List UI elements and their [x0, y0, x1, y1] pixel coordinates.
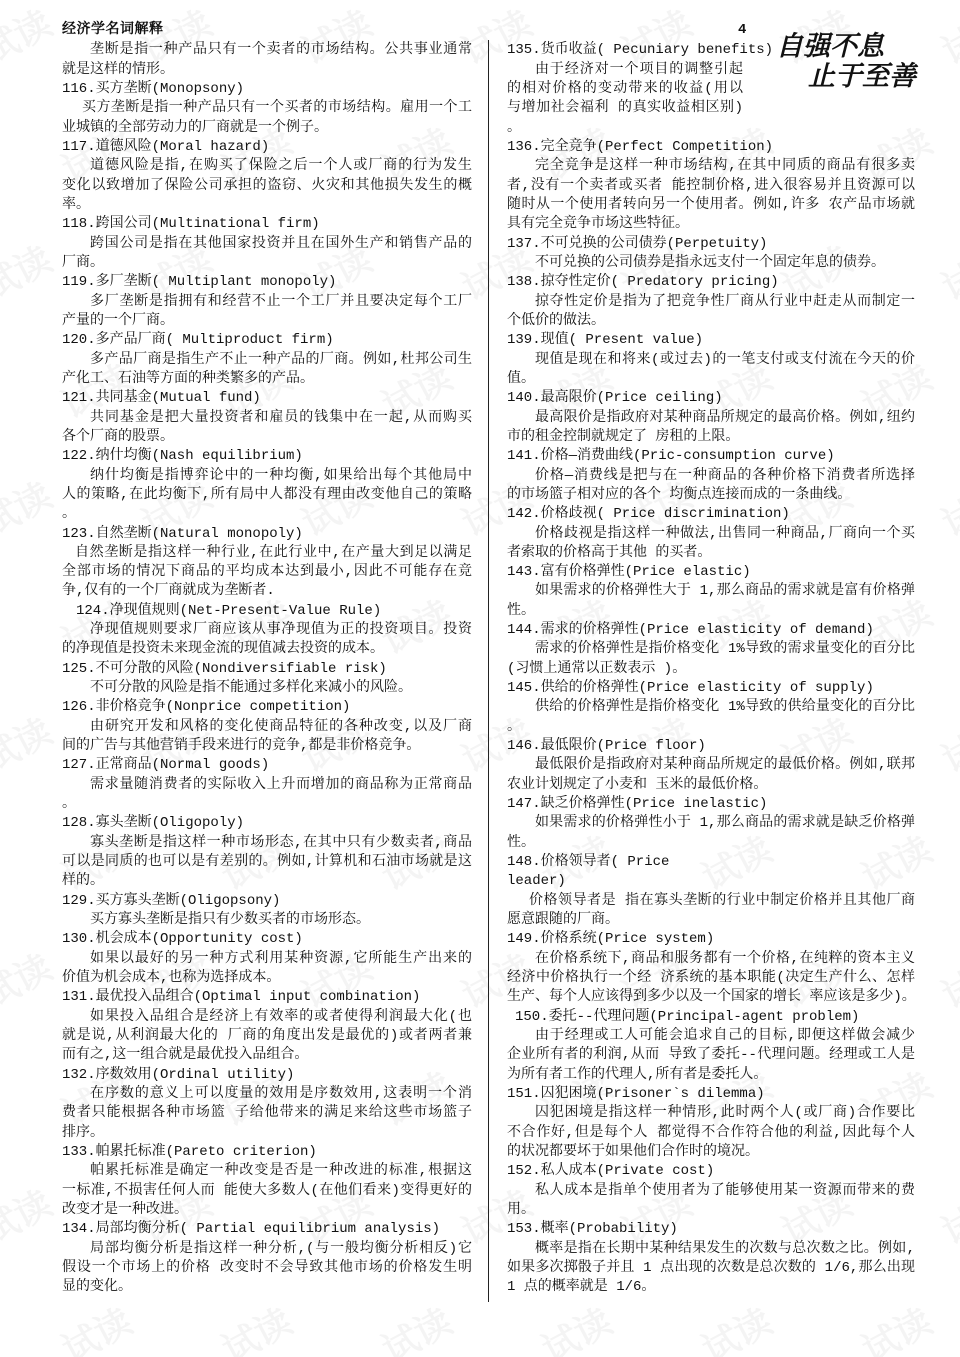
- glossary-entry: [507, 41, 915, 138]
- entry-heading: 143.富有价格弹性(Price elastic): [507, 564, 751, 581]
- watermark: [0, 704, 60, 783]
- entry-heading: 128.寡头垄断(Oligopoly): [62, 815, 245, 832]
- glossary-entry: [62, 930, 472, 988]
- glossary-entry: [507, 138, 915, 235]
- entry-heading: 130.机会成本(Opportunity cost): [62, 931, 303, 948]
- entry-body-line: 愿意跟随的厂商。: [507, 912, 619, 929]
- entry-heading: 149.价格系统(Price system): [507, 931, 715, 948]
- entry-heading: 122.纳什均衡(Nash equilibrium): [62, 448, 303, 465]
- entry-heading: 132.序数效用(Ordinal utility): [62, 1066, 295, 1083]
- watermark: [0, 468, 60, 547]
- entry-body-line: 人的策略,在此均衡下,所有局中人都没有理由改变他自己的策略: [62, 486, 472, 503]
- entry-heading: 121.共同基金(Mutual fund): [62, 390, 261, 407]
- entry-body-line: 产量的一个厂商。: [62, 312, 174, 329]
- entry-body-line: 囚犯困境是指这样一种情形,此时两个人(或厂商)合作要比: [535, 1105, 915, 1122]
- entry-body-line: 。: [62, 506, 76, 523]
- glossary-entry: [507, 563, 915, 621]
- watermark: [932, 704, 960, 783]
- entry-heading: 145.供给的价格弹性(Price elasticity of supply): [507, 680, 874, 697]
- entry-heading: 137.不可兑换的公司债券(Perpetuity): [507, 235, 768, 252]
- watermark: [852, 1294, 940, 1357]
- entry-heading: 153.概率(Probability): [507, 1221, 678, 1238]
- right-column: [507, 41, 915, 1297]
- entry-body-line: 价格领导者是 指在寡头垄断的行业中制定价格并且其他厂商: [529, 892, 915, 909]
- watermark: [692, 1294, 780, 1357]
- glossary-entry: [62, 698, 472, 756]
- entry-body-line: 而有之,这一组合就是最优投入品组合。: [62, 1047, 309, 1064]
- entry-body-line: 净现值规则要求厂商应该从事净现值为正的投资项目。投资: [90, 622, 472, 639]
- entry-body-line: 最高限价是指政府对某种商品所规定的最高价格。例如,纽约: [535, 409, 915, 426]
- entry-body-line: 价值为机会成本,也称为选择成本。: [62, 970, 281, 987]
- entry-heading: 119.多厂垄断( Multiplant monopoly): [62, 274, 337, 291]
- glossary-entry: [507, 389, 915, 447]
- entry-body-line: 自然垄断是指这样一种行业,在此行业中,在产量大到足以满足: [75, 544, 472, 561]
- entry-body-line: 改变才是一种改进。: [62, 1201, 188, 1218]
- entry-body-line: 最低限价是指政府对某种商品所规定的最低价格。例如,联邦: [535, 757, 915, 774]
- entry-heading: 151.囚犯困境(Prisoner`s dilemma): [507, 1086, 765, 1103]
- entry-body-line: 费者只能根据各种市场篮 子给他带来的满足来给这些市场篮子: [62, 1105, 472, 1122]
- entry-heading: 136.完全竞争(Perfect Competition): [507, 138, 774, 155]
- watermark: [932, 940, 960, 1019]
- entry-body-line: 多产品厂商是指生产不止一种产品的厂商。例如,杜邦公司生: [90, 351, 472, 368]
- entry-heading: 117.道德风险(Moral hazard): [62, 138, 270, 155]
- entry-body-line: 完全竞争是这样一种市场结构,在其中同质的商品有很多卖: [535, 158, 915, 175]
- watermark: [932, 468, 960, 547]
- entry-body-line: 经济中价格执行一个经 济系统的基本职能(决定生产什么、怎样: [507, 970, 915, 987]
- entry-body-line: 需求的价格弹性是指价格变化 1%导致的需求量变化的百分比: [535, 641, 915, 658]
- entry-heading: 135.货币收益( Pecuniary benefits): [507, 42, 774, 59]
- page-number: 4: [738, 22, 747, 38]
- entry-body-line: 如果需求的价格弹性大于 1,那么商品的需求就是富有价格弹: [535, 583, 915, 600]
- entry-body-line: 生产、每个人应该得到多少以及一个国家的增长 率应该是多少)。: [507, 989, 916, 1006]
- entry-body-line: 企业所有者的利润,从而 导致了委托--代理问题。经理或工人是: [507, 1047, 915, 1064]
- entry-body-line: 多厂垄断是指拥有和经营不止一个工厂并且要决定每个工厂: [90, 293, 472, 310]
- glossary-entry: [62, 80, 472, 138]
- left-column: [62, 41, 472, 1297]
- entry-body-line: 性。: [507, 834, 535, 851]
- glossary-entry: [62, 1066, 472, 1143]
- entry-heading: 125.不可分散的风险(Nondiversifiable risk): [62, 660, 387, 677]
- entry-body-line: 厂商。: [62, 254, 104, 271]
- entry-body-line: 性。: [507, 602, 535, 619]
- glossary-entry: [62, 273, 472, 331]
- glossary-entry: [62, 215, 472, 273]
- entry-heading: 126.非价格竞争(Nonprice competition): [62, 699, 351, 716]
- entry-heading: 144.需求的价格弹性(Price elasticity of demand): [507, 622, 874, 639]
- entry-body-line: 跨国公司是指在其他国家投资并且在国外生产和销售产品的: [90, 235, 472, 252]
- entry-body-line: 市的租金控制就规定了 房租的上限。: [507, 428, 740, 445]
- entry-body-line: 私人成本是指单个使用者为了能够使用某一资源而带来的费: [535, 1182, 915, 1199]
- entry-body-line: 率。: [62, 196, 90, 213]
- entry-body-line: 如果多次掷骰子并且 1 点出现的次数是总次数的 1/6,那么出现: [507, 1259, 915, 1276]
- glossary-entry: [62, 138, 472, 215]
- entry-body-line: 全部市场的情况下商品的平均成本达到最小,因此不可能存在竞: [62, 564, 472, 581]
- glossary-entry: [62, 1143, 472, 1220]
- entry-body-line: 值。: [507, 370, 535, 387]
- entry-body-line: 业城镇的全部劳动力的厂商就是一个例子。: [62, 119, 328, 136]
- motto-line-2: 止于至善: [808, 61, 916, 92]
- entry-body-line: 需求量随消费者的实际收入上升而增加的商品称为正常商品: [90, 776, 472, 793]
- entry-heading: 142.价格歧视( Price discrimination): [507, 506, 790, 523]
- entry-body-line: 不合作好,但是每个人 都觉得不合作符合他的利益,因此每个人: [507, 1124, 915, 1141]
- entry-body-line: 道德风险是指,在购买了保险之后一个人或厂商的行为发生: [90, 158, 472, 175]
- entry-body-line: 如果需求的价格弹性小于 1,那么商品的需求就是缺乏价格弹: [535, 815, 915, 832]
- glossary-entry: [62, 331, 472, 389]
- watermark: [52, 1294, 140, 1357]
- glossary-entry: [507, 235, 915, 274]
- watermark: [0, 940, 60, 1019]
- entry-body-line: 就是这样的情形。: [62, 61, 174, 78]
- glossary-entry: [507, 331, 915, 389]
- glossary-entry: [507, 737, 915, 795]
- entry-body-line: 。: [62, 796, 76, 813]
- entry-body-line: 买方垄断是指一种产品只有一个买者的市场结构。雇用一个工: [82, 100, 472, 117]
- glossary-entry: [507, 1162, 915, 1220]
- glossary-entry: [507, 621, 915, 679]
- entry-body-line: 的市场篮子相对应的各个 均衡点连接而成的一条曲线。: [507, 486, 852, 503]
- entry-heading: 141.价格—消费曲线(Pric-consumption curve): [507, 448, 835, 465]
- entry-body-line: 由于经理或工人可能会追求自己的目标,即便这样做会减少: [535, 1028, 915, 1045]
- entry-body-line: 各个厂商的股票。: [62, 428, 174, 445]
- entry-body-line: 由于经济对一个项目的调整引起: [535, 61, 743, 78]
- entry-body-line: 的净现值是投资未来现金流的现值减去投资的成本。: [62, 641, 384, 658]
- entry-heading: leader): [507, 873, 566, 890]
- glossary-entry: [507, 505, 915, 563]
- entry-body-line: 共同基金是把大量投资者和雇员的钱集中在一起,从而购买: [90, 409, 472, 426]
- entry-body-line: 1 点的概率就是 1/6。: [507, 1279, 656, 1296]
- glossary-entry: [507, 1085, 915, 1162]
- entry-body-line: 的相对价格的变动带来的收益(用以: [507, 80, 743, 97]
- entry-body-line: 价格—消费线是把与在一种商品的各种价格下消费者所选择: [535, 467, 915, 484]
- watermark: [0, 232, 60, 311]
- entry-heading: 129.买方寡头垄断(Oligopsony): [62, 892, 281, 909]
- column-divider: [488, 40, 489, 1302]
- entry-body-line: 个低价的做法。: [507, 312, 605, 329]
- entry-body-line: 如果以最好的另一种方式利用某种资源,它所能生产出来的: [90, 950, 472, 967]
- entry-body-line: 价格歧视是指这样一种做法,出售同一种商品,厂商向一个买: [535, 525, 915, 542]
- entry-body-line: 为所有者工作的代理人,所有者是委托人。: [507, 1066, 768, 1083]
- entry-heading: 118.跨国公司(Multinational firm): [62, 216, 320, 233]
- entry-heading: 139.现值( Present value): [507, 332, 704, 349]
- entry-body-line: 间的广告与其他营销手段来进行的竞争,都是非价格竞争。: [62, 738, 421, 755]
- glossary-entry: [507, 853, 915, 930]
- entry-body-line: 在序数的意义上可以度量的效用是序数效用,这表明一个消: [90, 1086, 472, 1103]
- glossary-entry: [62, 892, 472, 931]
- entry-body-line: 垄断是指一种产品只有一个卖者的市场结构。公共事业通常: [90, 42, 472, 59]
- glossary-entry: [507, 273, 915, 331]
- entry-heading: 138.掠夺性定价( Predatory pricing): [507, 274, 779, 291]
- entry-body-line: 的状况都要坏于如果他们合作时的境况。: [507, 1144, 759, 1160]
- glossary-entry: [62, 41, 472, 80]
- entry-body-line: 农业计划规定了小麦和 玉米的最低价格。: [507, 776, 768, 793]
- entry-body-line: 在价格系统下,商品和服务都有一个价格,在纯粹的资本主义: [535, 950, 915, 967]
- glossary-entry: [62, 602, 472, 660]
- watermark: [372, 1294, 460, 1357]
- glossary-entry: [62, 814, 472, 891]
- entry-body-line: 不可分散的风险是指不能通过多样化来减小的风险。: [90, 680, 412, 697]
- watermark: [0, 1176, 60, 1255]
- glossary-entry: [62, 389, 472, 447]
- entry-heading: 152.私人成本(Private cost): [507, 1163, 715, 1180]
- motto-line-1: 自强不息: [776, 31, 884, 62]
- entry-body-line: 由研究开发和风格的变化使商品特征的各种改变,以及厂商: [90, 718, 472, 735]
- glossary-entry: [62, 660, 472, 699]
- entry-heading: 133.帕累托标准(Pareto criterion): [62, 1144, 317, 1160]
- entry-body-line: 局部均衡分析是指这样一种分析,(与一般均衡分析相反)它: [90, 1240, 472, 1257]
- entry-heading: 116.买方垄断(Monopsony): [62, 80, 245, 97]
- entry-body-line: 假设一个市场上的价格 改变时不会导致其他市场的价格发生明: [62, 1259, 472, 1276]
- entry-body-line: 具有完全竞争市场这些特征。: [507, 216, 689, 233]
- glossary-entry: [507, 447, 915, 505]
- entry-body-line: 如果投入品组合是经济上有效率的或者使得利润最大化(也: [90, 1008, 472, 1025]
- watermark: [0, 0, 60, 75]
- entry-body-line: 与增加社会福利 的真实收益相区别): [507, 100, 743, 117]
- entry-heading: 134.局部均衡分析( Partial equilibrium analysis): [62, 1221, 441, 1238]
- entry-heading: 127.正常商品(Normal goods): [62, 757, 270, 774]
- glossary-entry: [507, 679, 915, 737]
- entry-body-line: 一标准,不损害任何人而 能使大多数人(在他们看来)变得更好的: [62, 1182, 472, 1199]
- entry-body-line: 可以是同质的也可以是有差别的。例如,计算机和石油市场就是这: [62, 854, 472, 871]
- glossary-entry: [62, 447, 472, 524]
- entry-body-line: 。: [507, 119, 521, 136]
- entry-body-line: 变化以致增加了保险公司承担的盗窃、火灾和其他损失发生的概: [62, 177, 472, 194]
- entry-body-line: 显的变化。: [62, 1279, 132, 1296]
- entry-body-line: 帕累托标准是确定一种改变是否是一种改进的标准,根据这: [90, 1163, 472, 1180]
- glossary-entry: [507, 795, 915, 853]
- entry-body-line: 现值是现在和将来(或过去)的一笔支付或支付流在今天的价: [535, 351, 915, 368]
- watermark: [532, 1294, 620, 1357]
- glossary-entry: [62, 1220, 472, 1297]
- entry-body-line: 产化工、石油等方面的种类繁多的产品。: [62, 370, 314, 387]
- entry-heading: 123.自然垄断(Natural monopoly): [62, 525, 303, 542]
- watermark: [932, 0, 960, 75]
- entry-body-line: 排序。: [62, 1124, 104, 1141]
- glossary-entry: [507, 1220, 915, 1297]
- entry-heading: 120.多产品厂商( Multiproduct firm): [62, 332, 334, 349]
- glossary-entry: [62, 988, 472, 1065]
- entry-body-line: 样的。: [62, 873, 104, 890]
- entry-body-line: 概率是指在长期中某种结果发生的次数与总次数之比。例如,: [535, 1240, 915, 1257]
- entry-body-line: 就是说,从利润最大化的 厂商的角度出发是最优的)或者两者兼: [62, 1028, 472, 1045]
- entry-heading: 150.委托--代理问题(Principal-agent problem): [515, 1008, 860, 1025]
- entry-heading: 124.净现值规则(Net-Present-Value Rule): [76, 602, 382, 619]
- entry-body-line: 不可兑换的公司债券是指永远支付一个固定年息的债券。: [535, 254, 885, 271]
- entry-body-line: 者,没有一个卖者或买者 能控制价格,进入很容易并且资源可以: [507, 177, 915, 194]
- watermark: [212, 1294, 300, 1357]
- entry-heading: 148.价格领导者( Price: [507, 854, 670, 871]
- entry-body-line: 。: [507, 718, 521, 735]
- entry-body-line: (习惯上通常以正数表示 )。: [507, 660, 687, 677]
- glossary-entry: [507, 930, 915, 1007]
- entry-heading: 131.最优投入品组合(Optimal input combination): [62, 989, 421, 1006]
- entry-body-line: 者索取的价格高于其他 的买者。: [507, 544, 712, 561]
- entry-body-line: 纳什均衡是指博弈论中的一种均衡,如果给出每个其他局中: [90, 467, 472, 484]
- entry-body-line: 随时从一个使用者转向另一个使用者。例如,许多 农产品市场就: [507, 196, 915, 213]
- entry-body-line: 寡头垄断是指这样一种市场形态,在其中只有少数卖者,商品: [90, 834, 472, 851]
- glossary-entry: [62, 756, 472, 814]
- entry-body-line: 供给的价格弹性是指价格变化 1%导致的供给量变化的百分比: [535, 699, 915, 716]
- entry-heading: 147.缺乏价格弹性(Price inelastic): [507, 796, 768, 813]
- entry-body-line: 掠夺性定价是指为了把竞争性厂商从行业中赶走从而制定一: [535, 293, 915, 310]
- watermark: [932, 232, 960, 311]
- glossary-entry: [507, 1008, 915, 1085]
- document-title: 经济学名词解释: [62, 22, 164, 38]
- entry-body-line: 争,仅有的一个厂商就成为垄断者.: [62, 583, 275, 600]
- entry-body-line: 买方寡头垄断是指只有少数买者的市场形态。: [90, 912, 370, 929]
- entry-heading: 140.最高限价(Price ceiling): [507, 390, 723, 407]
- entry-heading: 146.最低限价(Price floor): [507, 738, 706, 755]
- glossary-entry: [62, 525, 472, 602]
- watermark: [932, 1176, 960, 1255]
- entry-body-line: 用。: [507, 1201, 535, 1218]
